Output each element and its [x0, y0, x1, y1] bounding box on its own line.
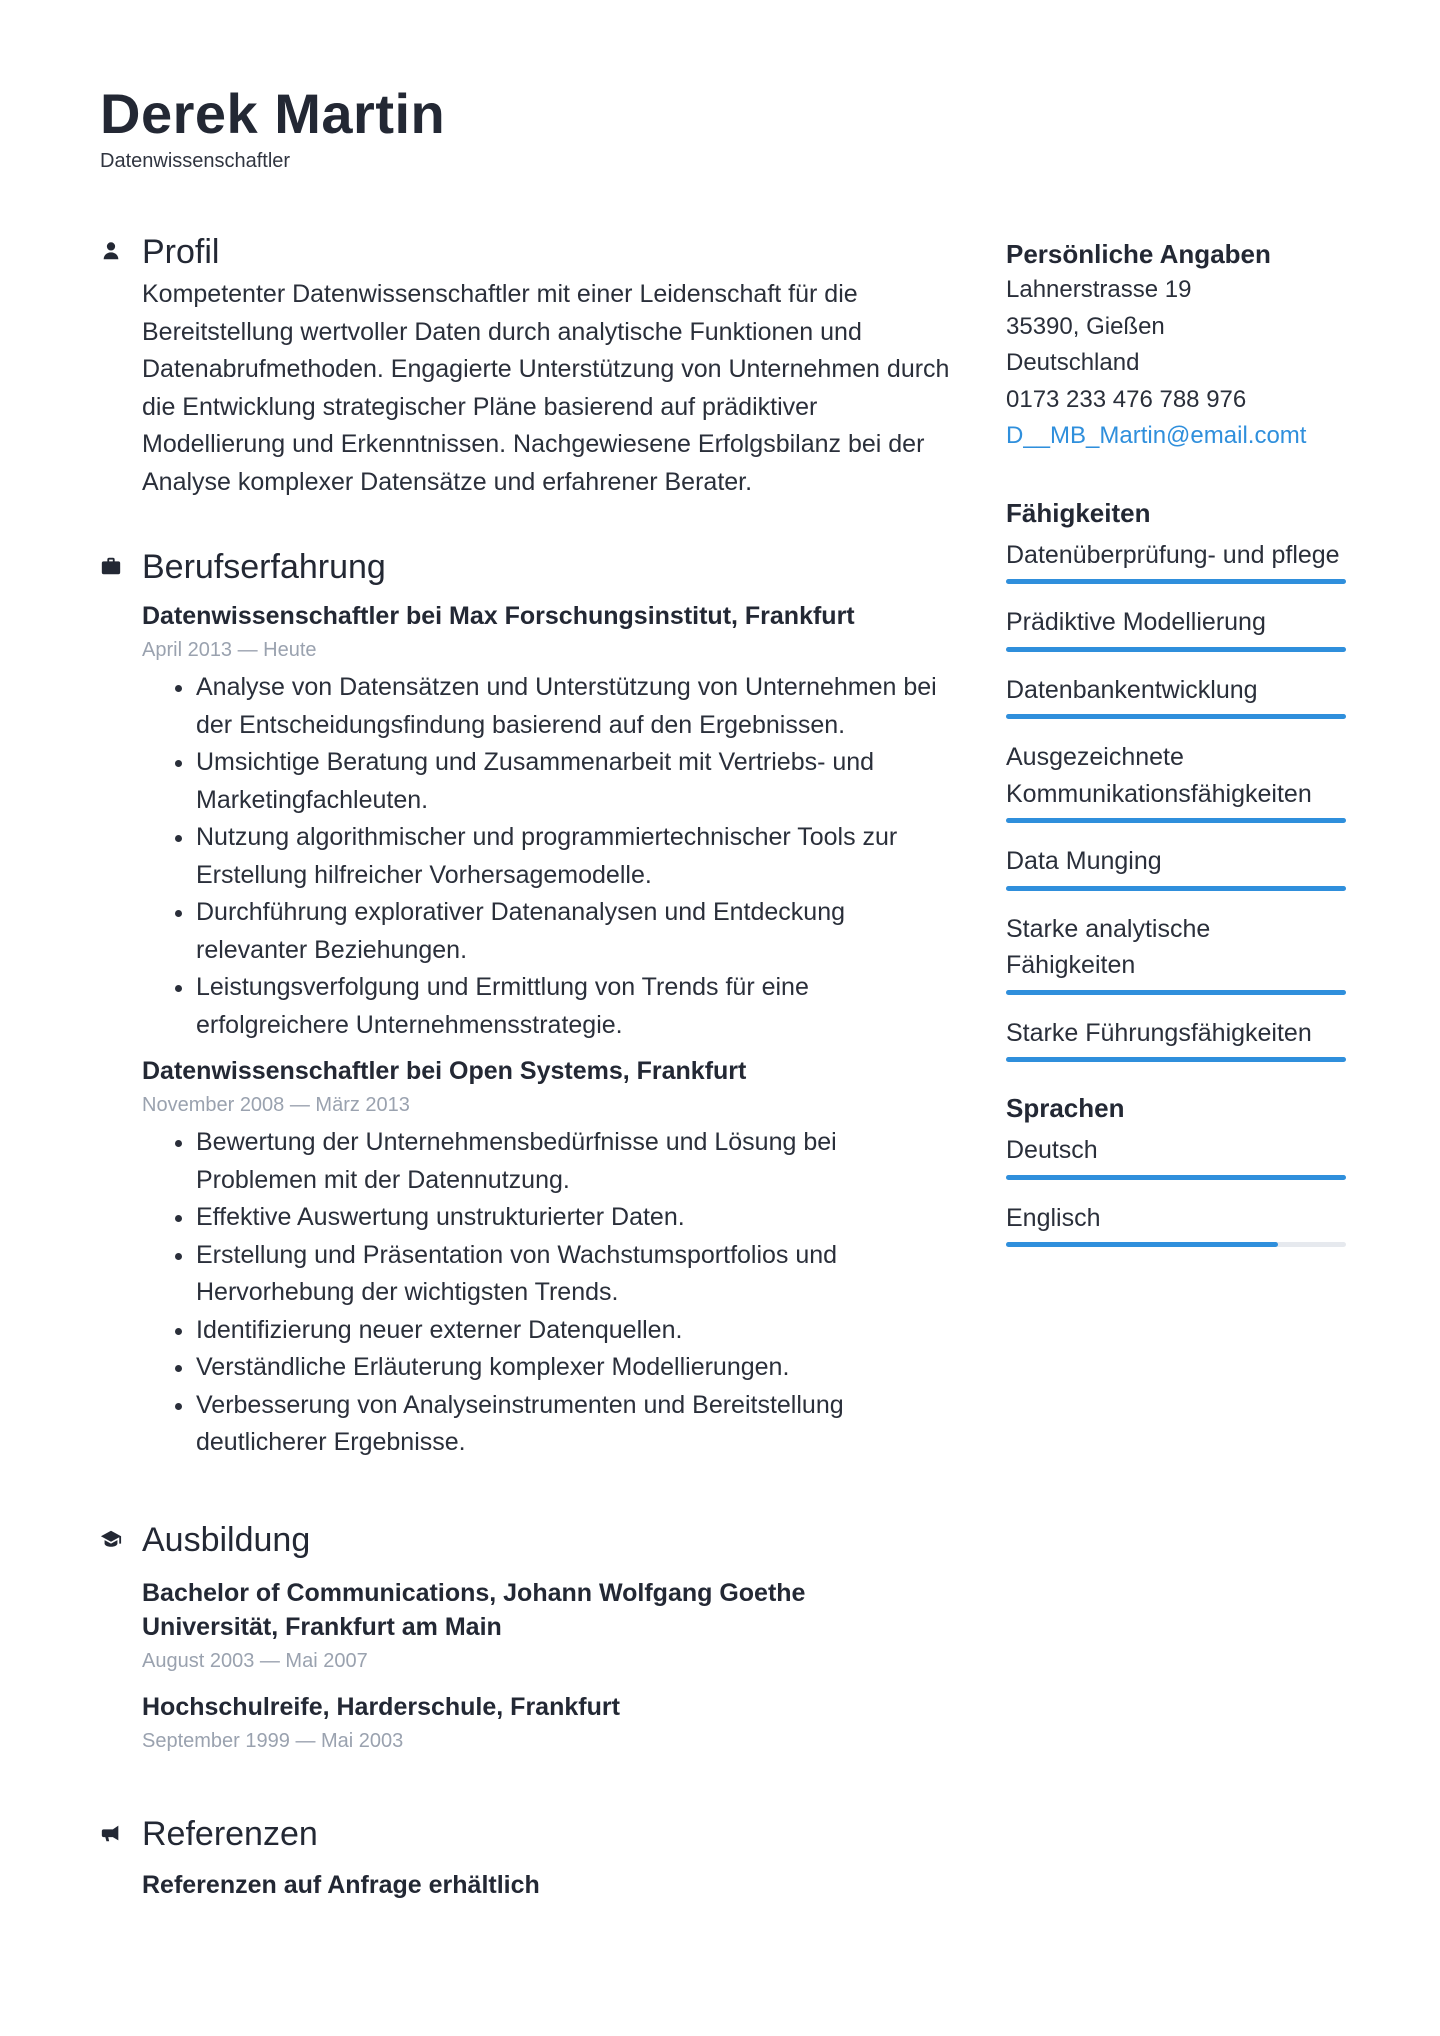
megaphone-icon [100, 1822, 126, 1848]
skill-bar [1006, 990, 1346, 995]
skill-bar [1006, 1057, 1346, 1062]
skill-bar-fill [1006, 714, 1346, 719]
bullet-item: • Verbesserung von Analyseinstrumenten und Bereitstellung deutlicherer Ergebnisse. [196, 1387, 960, 1462]
language-label: Deutsch [1006, 1136, 1098, 1164]
bullet-item: • Effektive Auswertung unstrukturierter Daten. [196, 1199, 960, 1237]
languages-heading: Sprachen [1006, 1093, 1125, 1123]
skill-bar [1006, 714, 1346, 719]
job-bullets [142, 1124, 960, 1462]
email-link[interactable]: D__MB_Martin@email.comt [1006, 422, 1307, 449]
skill-item [1006, 1015, 1346, 1063]
references-section [100, 1812, 960, 1902]
skill-item [1006, 843, 1346, 891]
education-dates: August 2003 — Mai 2007 [142, 1649, 368, 1672]
bullet-item: • Analyse von Datensätzen und Unterstützung von Unternehmen bei der Entscheidungsfindung basierend auf den Ergebnissen. [196, 669, 960, 744]
skill-bar-fill [1006, 818, 1346, 823]
skill-item [1006, 604, 1346, 652]
job-dates: November 2008 — März 2013 [142, 1094, 410, 1116]
language-label: Englisch [1006, 1203, 1101, 1232]
language-bar [1006, 1175, 1346, 1180]
skill-item [1006, 537, 1346, 585]
skill-label: Prädiktive Modellierung [1006, 608, 1266, 636]
address-street: Lahnerstrasse 19 [1006, 276, 1192, 303]
sidebar [1006, 236, 1346, 1287]
bullet-item: • Verständliche Erläuterung komplexer Modellierungen. [196, 1349, 960, 1387]
skill-bar-fill [1006, 886, 1346, 891]
language-bar-fill [1006, 1175, 1346, 1180]
references-heading: Referenzen [142, 1814, 318, 1853]
graduation-cap-icon [100, 1528, 126, 1554]
education-dates: September 1999 — Mai 2003 [142, 1729, 404, 1752]
profile-heading: Profil [142, 233, 220, 271]
job-title: Datenwissenschaftler bei Open Systems, Frankfurt [142, 1057, 747, 1085]
skill-label: Datenüberprüfung- und pflege [1006, 540, 1340, 569]
skill-bar [1006, 886, 1346, 891]
main-column [100, 230, 960, 1902]
skill-bar [1006, 818, 1346, 823]
bullet-item: • Durchführung explorativer Datenanalysen und Entdeckung relevanter Beziehungen. [196, 894, 960, 969]
bullet-item: • Umsichtige Beratung und Zusammenarbeit mit Vertriebs- und Marketingfachleuten. [196, 744, 960, 819]
skill-label: Ausgezeichnete Kommunikationsfähigkeiten [1006, 743, 1312, 808]
bullet-item: • Identifizierung neuer externer Datenquellen. [196, 1312, 960, 1350]
bullet-item: • Erstellung und Präsentation von Wachstumsportfolios und Hervorhebung der wichtigsten Trends. [196, 1237, 960, 1312]
skill-label: Datenbankentwicklung [1006, 675, 1258, 704]
bullet-item: • Leistungsverfolgung und Ermittlung von Trends für eine erfolgreichere Unternehmensstrategie. [196, 969, 960, 1044]
education-entry [142, 1690, 960, 1756]
job-entry [142, 599, 960, 1044]
job-dates: April 2013 — Heute [142, 639, 317, 661]
skill-bar-fill [1006, 1057, 1346, 1062]
skill-bar [1006, 579, 1346, 584]
profile-text: Kompetenter Datenwissenschaftler mit einer Leidenschaft für die Bereitstellung wertvoller Daten durch analytische Funktionen und Datenabrufmethoden. Engagierte Unterstützung von Unternehmen durch die Entwicklung strategischer Pläne basierend auf prädiktiver Modellierung und Erkenntnissen. Nachgewiesene Erfolgsbilanz bei der Analyse komplexer Datensätze und erfahrener Berater. [142, 280, 950, 496]
experience-header [142, 545, 960, 589]
skill-bar-fill [1006, 647, 1346, 652]
job-title: Datenwissenschaftler bei Max Forschungsinstitut, Frankfurt [142, 602, 855, 630]
education-title: Hochschulreife, Harderschule, Frankfurt [142, 1692, 620, 1721]
person-icon [100, 240, 126, 266]
language-bar-fill [1006, 1242, 1278, 1247]
language-item [1006, 1132, 1346, 1180]
skill-bar [1006, 647, 1346, 652]
phone-number: 0173 233 476 788 976 [1006, 385, 1247, 413]
candidate-title: Datenwissenschaftler [100, 150, 291, 172]
education-heading: Ausbildung [142, 1520, 311, 1559]
bullet-item: • Bewertung der Unternehmensbedürfnisse und Lösung bei Problemen mit der Datennutzung. [196, 1124, 960, 1199]
job-bullets [142, 669, 960, 1044]
language-item [1006, 1200, 1346, 1248]
address-country: Deutschland [1006, 349, 1140, 376]
bullet-item: • Nutzung algorithmischer und programmiertechnischer Tools zur Erstellung hilfreicher Vorhersagemodelle. [196, 819, 960, 894]
languages-block [1006, 1090, 1346, 1247]
skill-label: Starke Führungsfähigkeiten [1006, 1018, 1312, 1047]
profile-header [142, 230, 960, 274]
education-section [100, 1518, 960, 1756]
skill-label: Data Munging [1006, 847, 1162, 875]
skill-bar-fill [1006, 579, 1346, 584]
education-header [142, 1518, 960, 1562]
briefcase-icon [100, 555, 126, 581]
personal-info-block [1006, 236, 1346, 455]
skills-heading: Fähigkeiten [1006, 497, 1151, 528]
address-city: 35390, Gießen [1006, 312, 1165, 340]
profile-section [100, 230, 960, 501]
skill-label: Starke analytische Fähigkeiten [1006, 914, 1211, 979]
skill-item [1006, 739, 1346, 823]
job-entry [142, 1054, 960, 1462]
candidate-name: Derek Martin [100, 82, 446, 145]
references-text: Referenzen auf Anfrage erhältlich [142, 1870, 540, 1899]
references-header [142, 1812, 960, 1856]
experience-section [100, 545, 960, 1462]
skill-item [1006, 672, 1346, 720]
skill-item [1006, 911, 1346, 995]
education-entry [142, 1576, 960, 1676]
personal-info-heading: Persönliche Angaben [1006, 239, 1271, 269]
skill-bar-fill [1006, 990, 1346, 995]
education-title: Bachelor of Communications, Johann Wolfgang Goethe Universität, Frankfurt am Main [142, 1578, 806, 1641]
language-bar [1006, 1242, 1346, 1247]
skills-block [1006, 495, 1346, 1063]
experience-heading: Berufserfahrung [142, 548, 386, 586]
